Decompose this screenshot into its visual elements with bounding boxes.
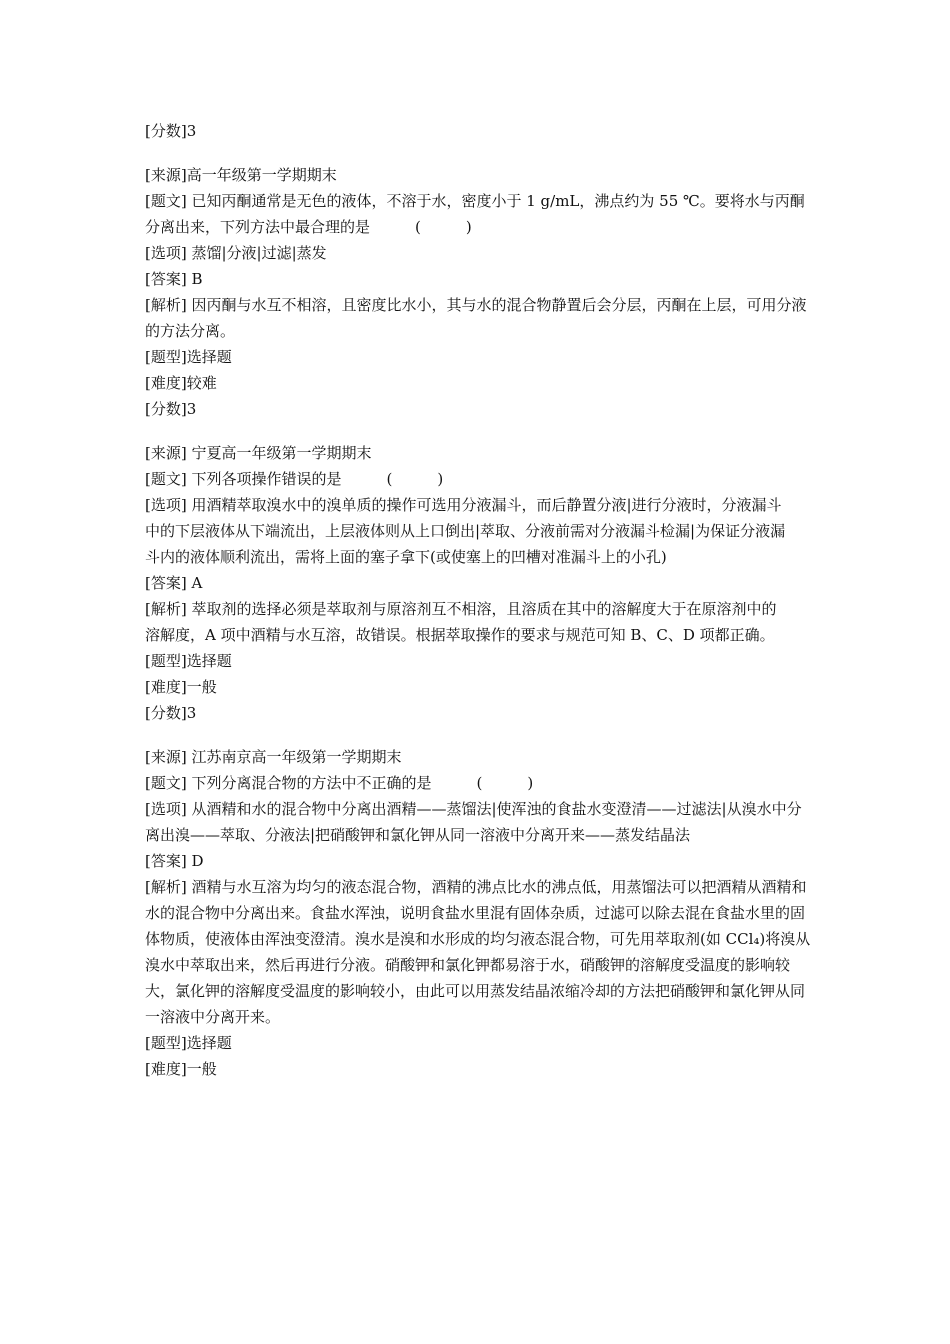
difficulty-line: [难度]较难 — [145, 374, 217, 392]
document-page — [145, 118, 813, 1082]
question-block-3 — [145, 440, 813, 726]
analysis-text: [解析] 因丙酮与水互不相溶，且密度比水小，其与水的混合物静置后会分层，丙酮在上层，可用分液的方法分离。 — [145, 296, 807, 340]
analysis-text: [解析] 萃取剂的选择必须是萃取剂与原溶剂互不相溶，且溶质在其中的溶解度大于在原溶剂中的溶解度，A 项中酒精与水互溶，故错误。根据萃取操作的要求与规范可知 B、C、D 项都正确。 — [145, 600, 777, 644]
score-line: [分数]3 — [145, 704, 197, 722]
block-gap — [145, 726, 813, 744]
question-type-line: [题型]选择题 — [145, 652, 232, 670]
question-type-line: [题型]选择题 — [145, 348, 232, 366]
question-text: [题文] 下列各项操作错误的是 ( ) — [145, 470, 444, 488]
question-text: [题文] 下列分离混合物的方法中不正确的是 ( ) — [145, 774, 534, 792]
difficulty-line: [难度]一般 — [145, 678, 217, 696]
source-line: [来源] 江苏南京高一年级第一学期期末 — [145, 748, 402, 766]
analysis-text: [解析] 酒精与水互溶为均匀的液态混合物，酒精的沸点比水的沸点低，用蒸馏法可以把酒精从酒精和水的混合物中分离出来。食盐水浑浊，说明食盐水里混有固体杂质，过滤可以除去混在食盐水里的固体物质，使液体由浑浊变澄清。溴水是溴和水形成的均匀液态混合物，可先用萃取剂(如 CCl₄)将溴从溴水中萃取出来，然后再进行分液。硝酸钾和氯化钾都易溶于水，硝酸钾的溶解度受温度的影响较大，氯化钾的溶解度受温度的影响较小，由此可以用蒸发结晶浓缩冷却的方法把硝酸钾和氯化钾从同一溶液中分离开来。 — [145, 878, 811, 1026]
question-block-4 — [145, 744, 813, 1082]
options-line: [选项] 用酒精萃取溴水中的溴单质的操作可选用分液漏斗，而后静置分液|进行分液时，分液漏斗中的下层液体从下端流出，上层液体则从上口倒出|萃取、分液前需对分液漏斗检漏|为保证分液漏斗内的液体顺利流出，需将上面的塞子拿下(或使塞上的凹槽对准漏斗上的小孔) — [145, 496, 786, 566]
question-text: [题文] 已知丙酮通常是无色的液体，不溶于水，密度小于 1 g/mL，沸点约为 55 ℃。要将水与丙酮分离出来，下列方法中最合理的是 ( ) — [145, 192, 805, 236]
options-line: [选项] 蒸馏|分液|过滤|蒸发 — [145, 244, 327, 262]
answer-line: [答案] D — [145, 852, 204, 870]
block-gap — [145, 422, 813, 440]
answer-line: [答案] A — [145, 574, 203, 592]
question-block-1 — [145, 118, 813, 144]
options-line: [选项] 从酒精和水的混合物中分离出酒精——蒸馏法|使浑浊的食盐水变澄清——过滤法|从溴水中分离出溴——萃取、分液法|把硝酸钾和氯化钾从同一溶液中分离开来——蒸发结晶法 — [145, 800, 802, 844]
score-line: [分数]3 — [145, 400, 197, 418]
answer-line: [答案] B — [145, 270, 203, 288]
difficulty-line: [难度]一般 — [145, 1060, 217, 1078]
source-line: [来源]高一年级第一学期期末 — [145, 166, 337, 184]
block-gap — [145, 144, 813, 162]
question-type-line: [题型]选择题 — [145, 1034, 232, 1052]
question-block-2 — [145, 162, 813, 422]
source-line: [来源] 宁夏高一年级第一学期期末 — [145, 444, 372, 462]
score-line: [分数]3 — [145, 122, 197, 140]
